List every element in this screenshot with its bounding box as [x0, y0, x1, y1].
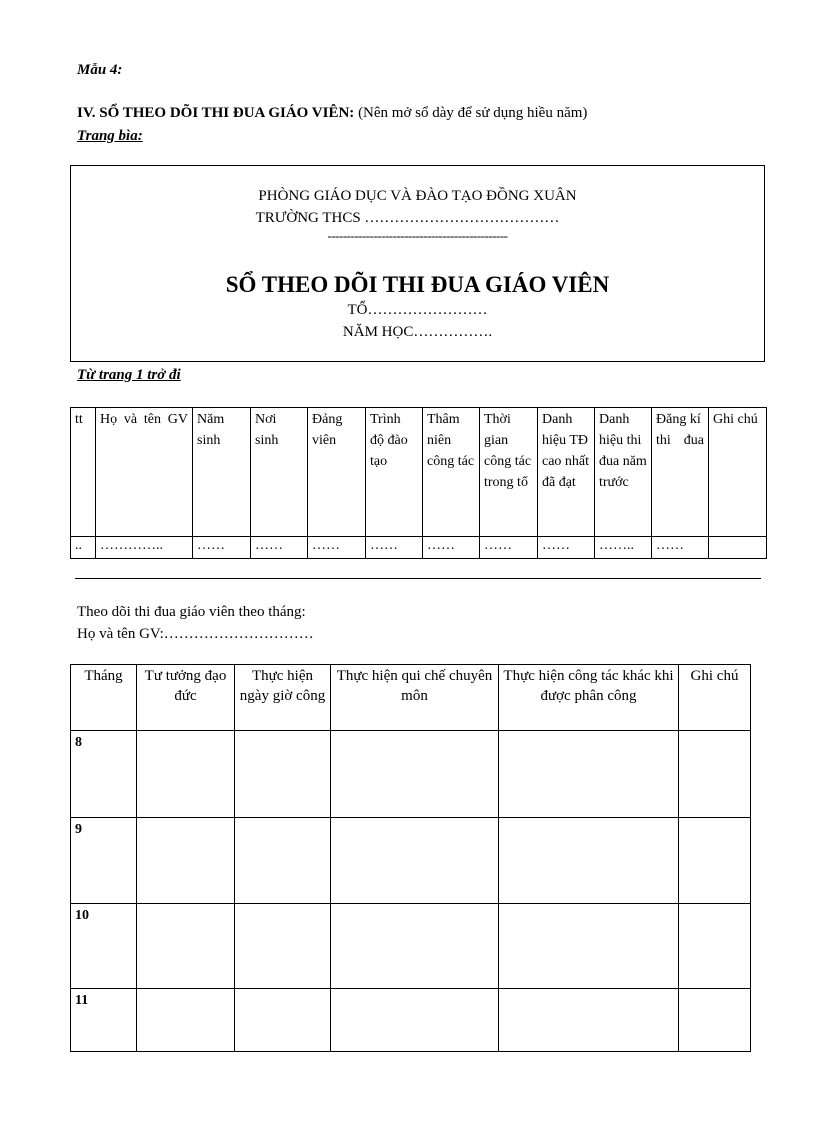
col-header-tt: tt: [71, 408, 96, 537]
page1-label: Từ trang 1 trở đi: [77, 367, 181, 383]
col-header-registration: Đăng kí thi đua: [652, 408, 709, 537]
form-label: Mẫu 4:: [77, 62, 123, 78]
empty-cell: [235, 989, 331, 1052]
month-cell: 8: [71, 731, 137, 818]
divider-line: [75, 578, 761, 579]
monthly-table: [70, 664, 751, 1052]
col-header-time-in-group: Thời gian công tác trong tổ: [480, 408, 538, 537]
empty-cell: [137, 989, 235, 1052]
empty-cell: [235, 731, 331, 818]
col-header-month: Tháng: [71, 665, 137, 731]
month-cell: 9: [71, 818, 137, 904]
empty-cell: [331, 989, 499, 1052]
teacher-name-line: Họ và tên GV:…………………………: [77, 626, 314, 642]
col-header-attendance: Thực hiện ngày giờ công: [235, 665, 331, 731]
section-heading-note: (Nên mở sổ dày để sử dụng hiều năm): [358, 105, 588, 121]
col-header-name: Họ và tên GV: [96, 408, 193, 537]
month-cell: 11: [71, 989, 137, 1052]
teacher-list-table: [70, 407, 767, 559]
empty-cell: [499, 904, 679, 989]
empty-cell: [499, 989, 679, 1052]
col-header-party-member: Đảng viên: [308, 408, 366, 537]
empty-cell: [331, 731, 499, 818]
cover-school-year: NĂM HỌC…………….: [342, 324, 493, 340]
empty-cell: [331, 818, 499, 904]
col-header-other-tasks: Thực hiện công tác khác khi được phân công: [499, 665, 679, 731]
col-header-ethics: Tư tưởng đạo đức: [137, 665, 235, 731]
cover-department: PHÒNG GIÁO DỤC VÀ ĐÀO TẠO ĐỒNG XUÂN: [258, 188, 577, 204]
col-header-last-year-title: Danh hiệu thi đua năm trước: [595, 408, 652, 537]
cover-group: TỔ……………………: [347, 302, 488, 318]
dots-cell: [709, 537, 767, 559]
empty-cell: [235, 818, 331, 904]
col-header-birth-year: Năm sinh: [193, 408, 251, 537]
cover-box: [70, 165, 765, 362]
month-cell: 10: [71, 904, 137, 989]
empty-cell: [137, 904, 235, 989]
col-header-notes: Ghi chú: [709, 408, 767, 537]
section-heading: [77, 105, 587, 122]
dots-cell: ……: [423, 537, 480, 559]
empty-cell: [679, 731, 751, 818]
monthly-title: Theo dõi thi đua giáo viên theo tháng:: [77, 604, 306, 620]
empty-cell: [679, 989, 751, 1052]
dots-cell: ……: [538, 537, 595, 559]
dots-cell: ..: [71, 537, 96, 559]
dots-cell: ……..: [595, 537, 652, 559]
cover-separator: -----------------------------------------------: [327, 228, 508, 243]
dots-cell: …………..: [96, 537, 193, 559]
empty-cell: [679, 904, 751, 989]
cover-label: Trang bìa:: [77, 128, 143, 144]
empty-cell: [679, 818, 751, 904]
col-header-notes: Ghi chú: [679, 665, 751, 731]
col-header-seniority: Thâm niên công tác: [423, 408, 480, 537]
section-heading-main: IV. SỔ THEO DÕI THI ĐUA GIÁO VIÊN:: [77, 105, 355, 121]
cover-title: SỔ THEO DÕI THI ĐUA GIÁO VIÊN: [225, 272, 610, 297]
col-header-education: Trình độ đào tạo: [366, 408, 423, 537]
col-header-highest-title: Danh hiệu TĐ cao nhất đã đạt: [538, 408, 595, 537]
col-header-professional-rules: Thực hiện qui chế chuyên môn: [331, 665, 499, 731]
cover-school: TRƯỜNG THCS …………………………………: [255, 210, 560, 226]
empty-cell: [331, 904, 499, 989]
empty-cell: [235, 904, 331, 989]
empty-cell: [499, 818, 679, 904]
empty-cell: [499, 731, 679, 818]
empty-cell: [137, 731, 235, 818]
dots-cell: ……: [308, 537, 366, 559]
dots-cell: ……: [366, 537, 423, 559]
dots-cell: ……: [251, 537, 308, 559]
col-header-birthplace: Nơi sinh: [251, 408, 308, 537]
dots-cell: ……: [480, 537, 538, 559]
dots-cell: ……: [652, 537, 709, 559]
dots-cell: ……: [193, 537, 251, 559]
empty-cell: [137, 818, 235, 904]
